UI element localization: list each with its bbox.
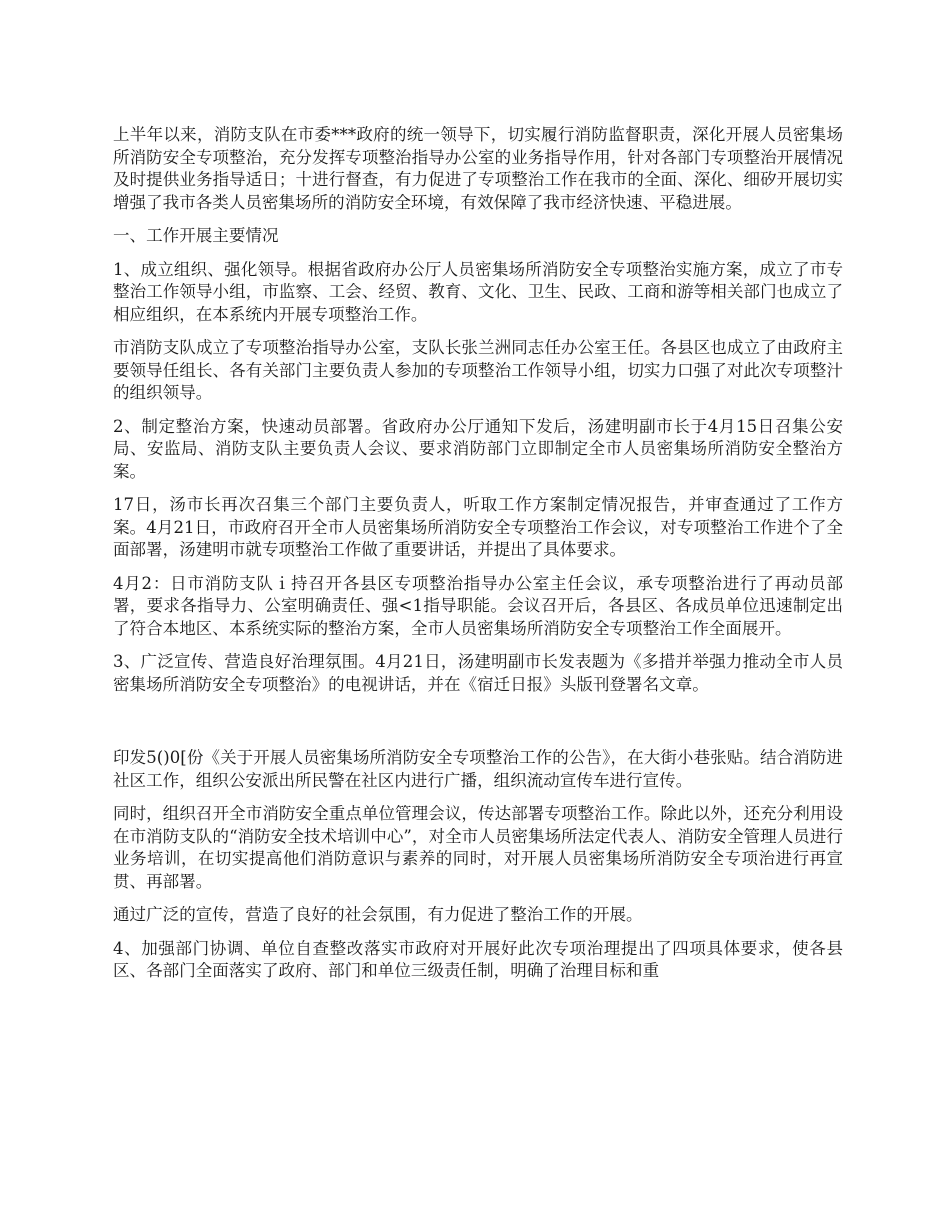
paragraph-item-1-continued: 市消防支队成立了专项整治指导办公室，支队长张兰洲同志任办公室王任。各县区也成立了由政府主要领导任组长、各有关部门主要负责人参加的专项整治工作领导小组，切实力口强了对此次专项整汁的组织领导。 — [113, 338, 843, 402]
paragraph-gap — [113, 707, 843, 747]
document-body — [113, 124, 843, 994]
section-heading: 一、工作开展主要情况 — [113, 226, 279, 245]
paragraph-item-2-continued-2: 4月2：日市消防支队ｉ持召开各县区专项整治指导办公室主任会议，承专项整治进行了再动员部署，要求各指导力、公室明确责任、强<1指导职能。会议召开后，各县区、各成员单位迅速制定出了符合本地区、本系统实际的整治方案，全市人员密集场所消防安全专项整治工作全面展开。 — [113, 573, 843, 638]
paragraph-item-1: 1、成立组织、强化领导。根据省政府办公厅人员密集场所消防安全专项整治实施方案，成立了市专整治工作领导小组，市监察、工会、经贸、教育、文化、卫生、民政、工商和游等相关部门也成立了相应组织，在本系统内开展专项整治工作。 — [113, 259, 843, 324]
paragraph-item-4: 4、加强部门协调、单位自查整改落实市政府对开展好此次专项治理提出了四项具体要求，使各县区、各部门全面落实了政府、部门和单位三级责任制，明确了治理目标和重 — [113, 938, 843, 980]
paragraph-item-3-continued-3: 通过广泛的宣传，营造了良好的社会氛围，有力促进了整治工作的开展。 — [113, 905, 643, 924]
paragraph-item-3-continued-1: 印发5()0[份《关于开展人员密集场所消防安全专项整治工作的公告》，在大街小巷张贴。结合消防进社区工作，组织公安派出所民警在社区内进行广播，组织流动宣传车进行宣传。 — [113, 748, 843, 790]
paragraph-item-2-continued-1: 17日，汤市长再次召集三个部门主要负责人，听取工作方案制定情况报告，并审查通过了工作方案。4月21日，市政府召开全市人员密集场所消防安全专项整治工作会议，对专项整治工作进个了全面部署，汤建明市就专项整治工作做了重要讲话，并提出了具体要求。 — [113, 495, 843, 559]
paragraph-item-3: 3、广泛宣传、营造良好治理氛围。4月21日，汤建明副市长发表题为《多措并举强力推动全市人员密集场所消防安全专项整治》的电视讲话，并在《宿迁日报》头版刊登署名文章。 — [113, 652, 843, 694]
paragraph-item-3-continued-2: 同时，组织召开全市消防安全重点单位管理会议，传达部署专项整治工作。除此以外，还充分利用设在市消防支队的“消防安全技术培训中心”，对全市人员密集场所法定代表人、消防安全管理人员进行业务培训，在切实提高他们消防意识与素养的同时，对开展人员密集场所消防安全专项治进行再宣贯、再部署。 — [113, 804, 843, 891]
paragraph-intro: 上半年以来，消防支队在市委***政府的统一领导下，切实履行消防监督职责，深化开展人员密集场所消防安全专项整治，充分发挥专项整治指导办公室的业务指导作用，针对各部门专项整治开展情况及时提供业务指导适日；十进行督查，有力促进了专项整治工作在我市的全面、深化、细矽开展切实增强了我市各类人员密集场所的消防安全环境，有效保障了我市经济快速、平稳进展。 — [113, 125, 843, 212]
paragraph-item-2: 2、制定整治方案，快速动员部署。省政府办公厅通知下发后，汤建明副市长于4月15日召集公安局、安监局、消防支队主要负责人会议、要求消防部门立即制定全市人员密集场所消防安全整治方案。 — [113, 416, 843, 481]
